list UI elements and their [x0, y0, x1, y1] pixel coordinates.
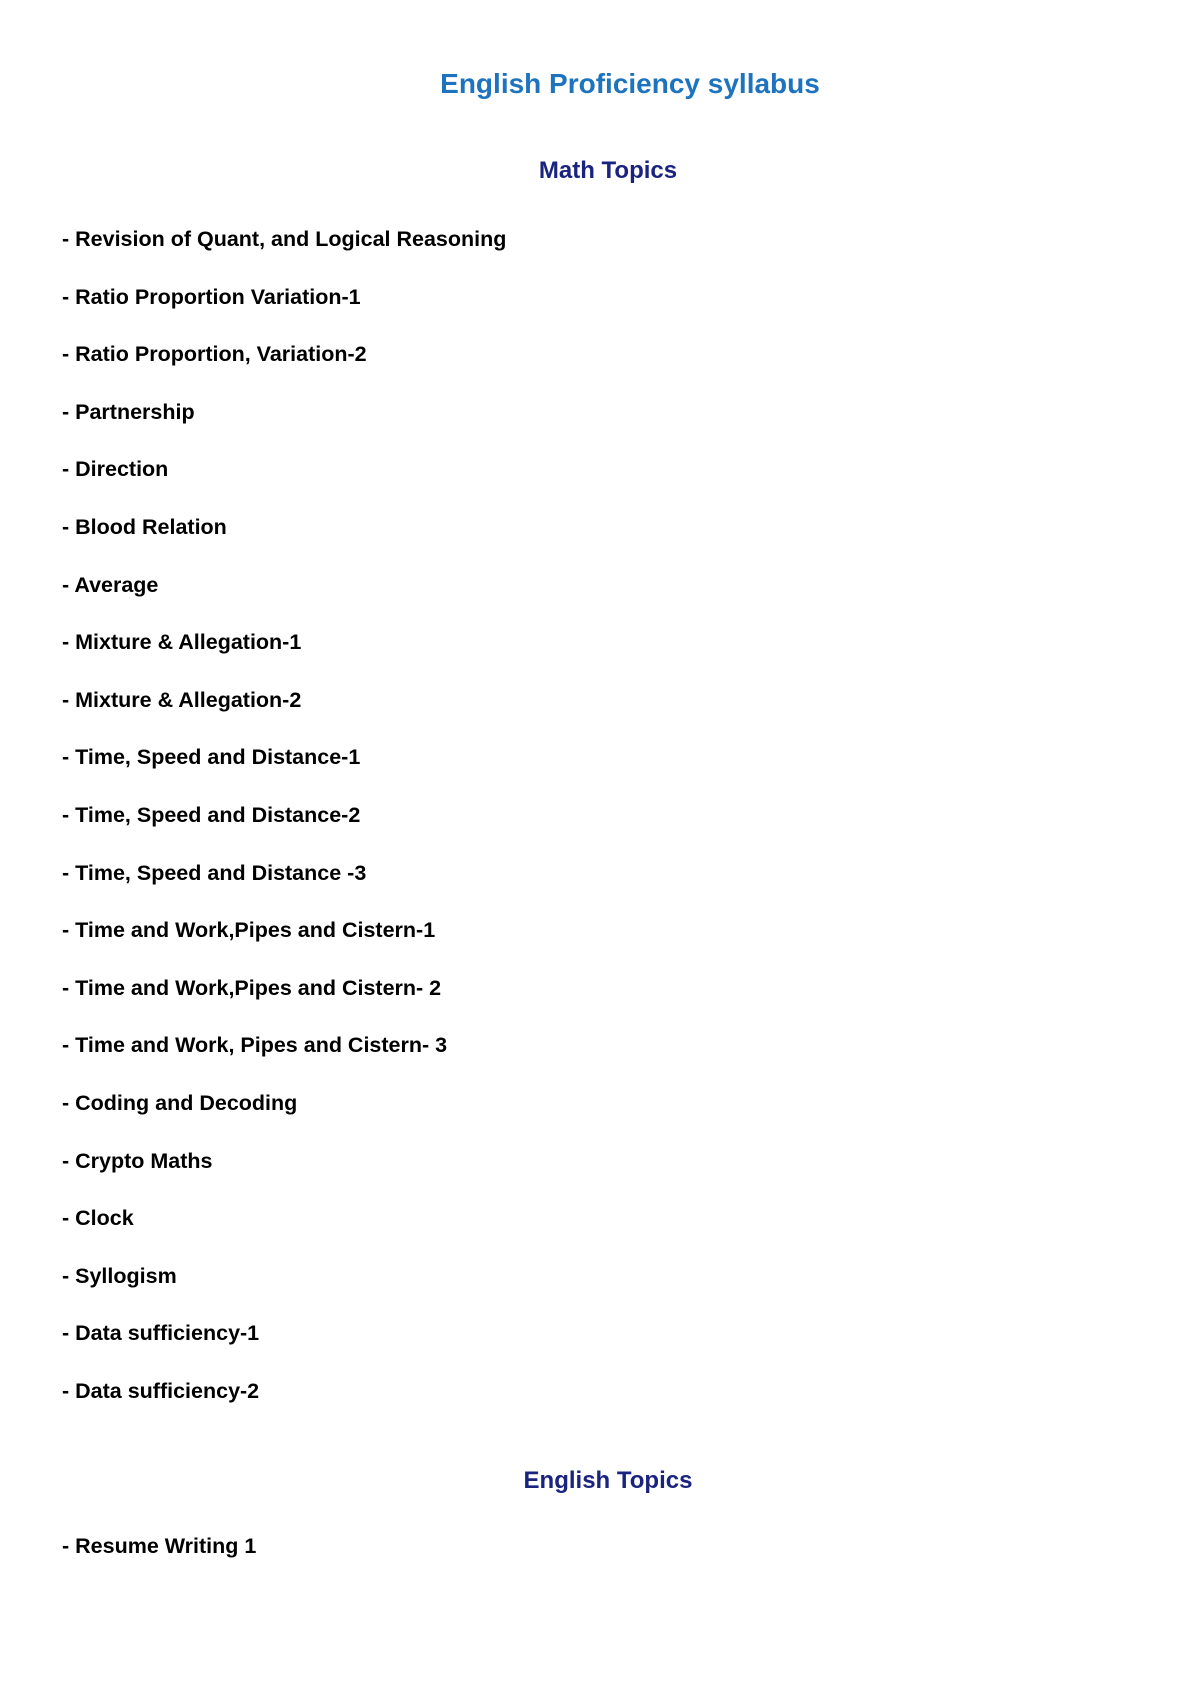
english-topic-item: - Resume Writing 1 — [62, 1534, 257, 1558]
math-topic-item: - Time, Speed and Distance -3 — [62, 860, 367, 885]
math-topic-item: - Average — [62, 572, 159, 597]
math-topic-item: - Time, Speed and Distance-1 — [62, 745, 361, 770]
math-topic-item: - Data sufficiency-2 — [62, 1378, 260, 1403]
math-topic-item: - Coding and Decoding — [62, 1090, 298, 1115]
math-topic-item: - Time and Work,Pipes and Cistern-1 — [62, 918, 436, 943]
math-topic-item: - Blood Relation — [62, 514, 227, 539]
math-topic-item: - Syllogism — [62, 1263, 177, 1288]
math-topics-heading: Math Topics — [538, 157, 678, 184]
math-topic-item: - Ratio Proportion Variation-1 — [62, 284, 361, 309]
math-topic-item: - Data sufficiency-1 — [62, 1321, 260, 1346]
math-topic-item: - Ratio Proportion, Variation-2 — [62, 342, 367, 367]
math-topic-item: - Direction — [62, 457, 169, 482]
english-topics-list — [62, 1531, 256, 1589]
math-topic-item: - Time, Speed and Distance-2 — [62, 802, 361, 827]
math-topic-item: - Time and Work,Pipes and Cistern- 2 — [62, 975, 442, 1000]
math-topic-item: - Mixture & Allegation-2 — [62, 687, 302, 712]
math-topics-list — [62, 224, 506, 1433]
math-topic-item: - Crypto Maths — [62, 1148, 213, 1173]
document-title: English Proficiency syllabus — [440, 68, 820, 99]
english-topics-heading: English Topics — [523, 1467, 693, 1494]
math-topic-item: - Mixture & Allegation-1 — [62, 630, 302, 655]
math-topic-item: - Time and Work, Pipes and Cistern- 3 — [62, 1033, 448, 1058]
math-topic-item: - Partnership — [62, 399, 195, 424]
math-topic-item: - Clock — [62, 1206, 134, 1231]
math-topic-item: - Revision of Quant, and Logical Reasoning — [62, 227, 507, 251]
